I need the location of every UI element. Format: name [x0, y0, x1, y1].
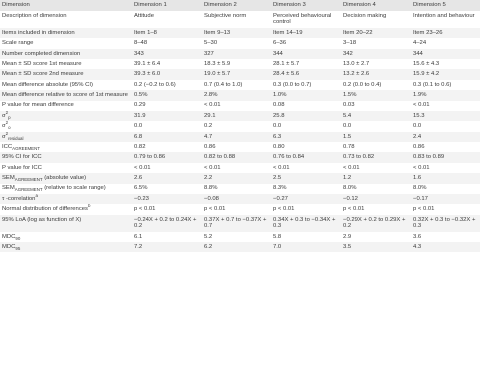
row-label-main: σ — [2, 123, 6, 130]
table-row — [0, 152, 480, 162]
table-cell: 344 — [411, 49, 480, 59]
row-label-after: (relative to scale range) — [42, 185, 106, 192]
table-cell: 0.83 to 0.89 — [411, 152, 480, 162]
table-row — [0, 132, 480, 142]
table-cell: 7.0 — [271, 242, 341, 252]
row-label-main: τ -correlation — [2, 195, 36, 202]
table-cell: < 0.01 — [271, 163, 341, 173]
row-label-main: ICC — [2, 143, 13, 150]
row-label-sub: AGREEMENT — [14, 187, 43, 193]
table-cell: 4–24 — [411, 38, 480, 48]
table-row — [0, 80, 480, 90]
table-cell: 2.9 — [341, 232, 411, 242]
row-label: 95% CI for ICC — [0, 152, 132, 162]
row-label-sub: residual — [8, 135, 24, 141]
table-cell: 8.8% — [202, 184, 271, 194]
table-cell: 4.3 — [411, 242, 480, 252]
table-cell: Item 23–26 — [411, 28, 480, 38]
table-cell: 0.86 — [411, 142, 480, 152]
table-cell: Item 20–22 — [341, 28, 411, 38]
table-cell: 29.1 — [202, 111, 271, 121]
header-cell: Dimension — [0, 0, 132, 11]
table-cell: Intention and behaviour — [411, 11, 480, 28]
header-cell: Dimension 1 — [132, 0, 202, 11]
table-cell: 13.2 ± 2.6 — [341, 69, 411, 79]
table-cell: 5.4 — [341, 111, 411, 121]
table-cell: < 0.01 — [202, 101, 271, 111]
row-label-sub: o — [8, 125, 11, 131]
table-cell: 0.2 (0.0 to 0.4) — [341, 80, 411, 90]
table-cell: 0.7 (0.4 to 1.0) — [202, 80, 271, 90]
table-cell: 3.5 — [341, 242, 411, 252]
table-cell: 13.0 ± 2.7 — [341, 59, 411, 69]
table-cell: 1.5% — [341, 90, 411, 100]
row-label-sup: 2 — [5, 131, 9, 136]
table-cell: 7.2 — [132, 242, 202, 252]
table-cell: 8.3% — [271, 184, 341, 194]
table-cell: p < 0.01 — [271, 204, 341, 214]
table-cell: 1.2 — [341, 173, 411, 183]
table-cell: 0.80 — [271, 142, 341, 152]
table-row — [0, 163, 480, 173]
row-label — [0, 242, 132, 252]
table-cell: 5–30 — [202, 38, 271, 48]
table-cell: 0.2 — [202, 121, 271, 131]
table-cell: 28.4 ± 5.6 — [271, 69, 341, 79]
row-label-main: MDC — [2, 233, 16, 240]
table-cell: 6.5% — [132, 184, 202, 194]
row-label — [0, 204, 132, 214]
row-label: Items included in dimension — [0, 28, 132, 38]
row-label: 95% LoA (log as function of X) — [0, 215, 132, 232]
row-label-after: (absolute value) — [42, 175, 87, 182]
row-label — [0, 232, 132, 242]
table-cell: 19.0 ± 5.7 — [202, 69, 271, 79]
table-cell: −0.12 — [341, 194, 411, 204]
table-cell: −0.08 — [202, 194, 271, 204]
row-label-main: σ — [2, 112, 6, 119]
table-cell: 1.9% — [411, 90, 480, 100]
table-row — [0, 101, 480, 111]
table-cell: 39.3 ± 6.0 — [132, 69, 202, 79]
row-label-main: σ — [2, 133, 6, 140]
table-cell: 0.03 — [341, 101, 411, 111]
table-cell: 0.5% — [132, 90, 202, 100]
table-cell: 2.8% — [202, 90, 271, 100]
table-cell: Item 14–19 — [271, 28, 341, 38]
row-label: Description of dimension — [0, 11, 132, 28]
table-cell: 0.37X + 0.7 to −0.37X + 0.7 — [202, 215, 271, 232]
table-cell: 6–36 — [271, 38, 341, 48]
table-row — [0, 184, 480, 194]
table-cell: p < 0.01 — [132, 204, 202, 214]
table-cell: 15.6 ± 4.3 — [411, 59, 480, 69]
table-cell: 15.9 ± 4.2 — [411, 69, 480, 79]
table-cell: 343 — [132, 49, 202, 59]
table-cell: Subjective norm — [202, 11, 271, 28]
row-label-sub: p — [8, 115, 11, 120]
table-cell: 0.3 (0.1 to 0.6) — [411, 80, 480, 90]
header-cell: Dimension 2 — [202, 0, 271, 11]
table-cell: 1.5 — [341, 132, 411, 142]
table-cell: 5.2 — [202, 232, 271, 242]
row-label-sup: a — [35, 193, 38, 198]
table-cell: 2.5 — [271, 173, 341, 183]
table-cell: 0.0 — [132, 121, 202, 131]
table-row — [0, 173, 480, 183]
table-cell: p < 0.01 — [202, 204, 271, 214]
row-label — [0, 121, 132, 131]
table-row — [0, 49, 480, 59]
table-cell: 327 — [202, 49, 271, 59]
table-row — [0, 242, 480, 252]
table-row — [0, 59, 480, 69]
row-label — [0, 184, 132, 194]
table-cell: 0.82 to 0.88 — [202, 152, 271, 162]
table-cell: 0.2 (−0.2 to 0.6) — [132, 80, 202, 90]
row-label-sub: AGREEMENT — [14, 177, 43, 183]
table-row — [0, 194, 480, 204]
table-cell: −0.29X + 0.2 to 0.29X + 0.2 — [341, 215, 411, 232]
table-cell: 0.29 — [132, 101, 202, 111]
table-cell: 0.82 — [132, 142, 202, 152]
table-cell: Perceived behavioural control — [271, 11, 341, 28]
table-row — [0, 69, 480, 79]
row-label — [0, 173, 132, 183]
table-cell: 2.2 — [202, 173, 271, 183]
row-label-sup: b — [88, 204, 91, 209]
table-cell: 25.8 — [271, 111, 341, 121]
table-cell: 3–18 — [341, 38, 411, 48]
table-cell: p < 0.01 — [411, 204, 480, 214]
table-cell: −0.24X + 0.2 to 0.24X + 0.2 — [132, 215, 202, 232]
row-label: Mean ± SD score 2nd measure — [0, 69, 132, 79]
table-cell: 6.2 — [202, 242, 271, 252]
header-cell: Dimension 5 — [411, 0, 480, 11]
row-label-main: SEM — [2, 185, 15, 192]
row-label-sup: 2 — [5, 121, 9, 126]
table-row — [0, 90, 480, 100]
table-cell: Attitude — [132, 11, 202, 28]
table-cell: 344 — [271, 49, 341, 59]
table-cell: 1.0% — [271, 90, 341, 100]
row-label-sup: 2 — [5, 110, 9, 115]
table-cell: 0.78 — [341, 142, 411, 152]
table-cell: 5.8 — [271, 232, 341, 242]
table-cell: 0.32X + 0.3 to −0.32X + 0.3 — [411, 215, 480, 232]
table-row — [0, 232, 480, 242]
table-cell: Item 9–13 — [202, 28, 271, 38]
table-cell: 8.0% — [341, 184, 411, 194]
table-cell: 0.73 to 0.82 — [341, 152, 411, 162]
table-cell: 15.3 — [411, 111, 480, 121]
row-label — [0, 142, 132, 152]
header-cell: Dimension 4 — [341, 0, 411, 11]
table-cell: 4.7 — [202, 132, 271, 142]
row-label: Number completed dimension — [0, 49, 132, 59]
table-cell: 0.3 (0.0 to 0.7) — [271, 80, 341, 90]
row-label-sub: 90 — [15, 235, 21, 241]
row-label: P value for ICC — [0, 163, 132, 173]
header-cell: Dimension 3 — [271, 0, 341, 11]
table-cell: 342 — [341, 49, 411, 59]
table-cell: −0.23 — [132, 194, 202, 204]
table-cell: < 0.01 — [341, 163, 411, 173]
row-label-main: SEM — [2, 175, 15, 182]
table-cell: 0.34X + 0.3 to −0.34X + 0.3 — [271, 215, 341, 232]
table-cell: 6.3 — [271, 132, 341, 142]
row-label: Mean difference relative to score of 1st measure — [0, 90, 132, 100]
table-cell: Item 1–8 — [132, 28, 202, 38]
table-cell: 2.4 — [411, 132, 480, 142]
table-cell: Decision making — [341, 11, 411, 28]
table-row — [0, 28, 480, 38]
table-cell: −0.27 — [271, 194, 341, 204]
table-row — [0, 11, 480, 28]
table-row — [0, 215, 480, 232]
table-cell: 6.1 — [132, 232, 202, 242]
row-label: Mean ± SD score 1st measure — [0, 59, 132, 69]
table-cell: 18.3 ± 5.9 — [202, 59, 271, 69]
table-row — [0, 204, 480, 214]
table-cell: 2.6 — [132, 173, 202, 183]
row-label: Mean difference absolute (95% CI) — [0, 80, 132, 90]
table-row — [0, 38, 480, 48]
row-label: Scale range — [0, 38, 132, 48]
table-cell: 0.0 — [411, 121, 480, 131]
table-cell: 8–48 — [132, 38, 202, 48]
row-label-main: Normal distribution of differences — [2, 206, 89, 213]
table-cell: 8.0% — [411, 184, 480, 194]
table-cell: 6.8 — [132, 132, 202, 142]
table-cell: 0.79 to 0.86 — [132, 152, 202, 162]
table-row — [0, 142, 480, 152]
table-cell: 28.1 ± 5.7 — [271, 59, 341, 69]
table-cell: 0.0 — [341, 121, 411, 131]
table-cell: 1.6 — [411, 173, 480, 183]
table-cell: 0.08 — [271, 101, 341, 111]
row-label — [0, 132, 132, 142]
table-cell: 31.9 — [132, 111, 202, 121]
row-label — [0, 194, 132, 204]
table-cell: < 0.01 — [411, 163, 480, 173]
table-cell: < 0.01 — [411, 101, 480, 111]
table-cell: p < 0.01 — [341, 204, 411, 214]
table-cell: 0.86 — [202, 142, 271, 152]
row-label-main: MDC — [2, 243, 16, 250]
table-row — [0, 111, 480, 121]
table-cell: −0.17 — [411, 194, 480, 204]
row-label: P value for mean difference — [0, 101, 132, 111]
table-cell: 0.0 — [271, 121, 341, 131]
table-row — [0, 121, 480, 131]
row-label-sub: AGREEMENT — [12, 146, 40, 152]
row-label-sub: 95 — [15, 246, 21, 252]
header-row — [0, 0, 480, 11]
table-cell: 3.6 — [411, 232, 480, 242]
row-label — [0, 111, 132, 121]
table-cell: 39.1 ± 6.4 — [132, 59, 202, 69]
table-cell: < 0.01 — [202, 163, 271, 173]
table-cell: < 0.01 — [132, 163, 202, 173]
table-cell: 0.76 to 0.84 — [271, 152, 341, 162]
